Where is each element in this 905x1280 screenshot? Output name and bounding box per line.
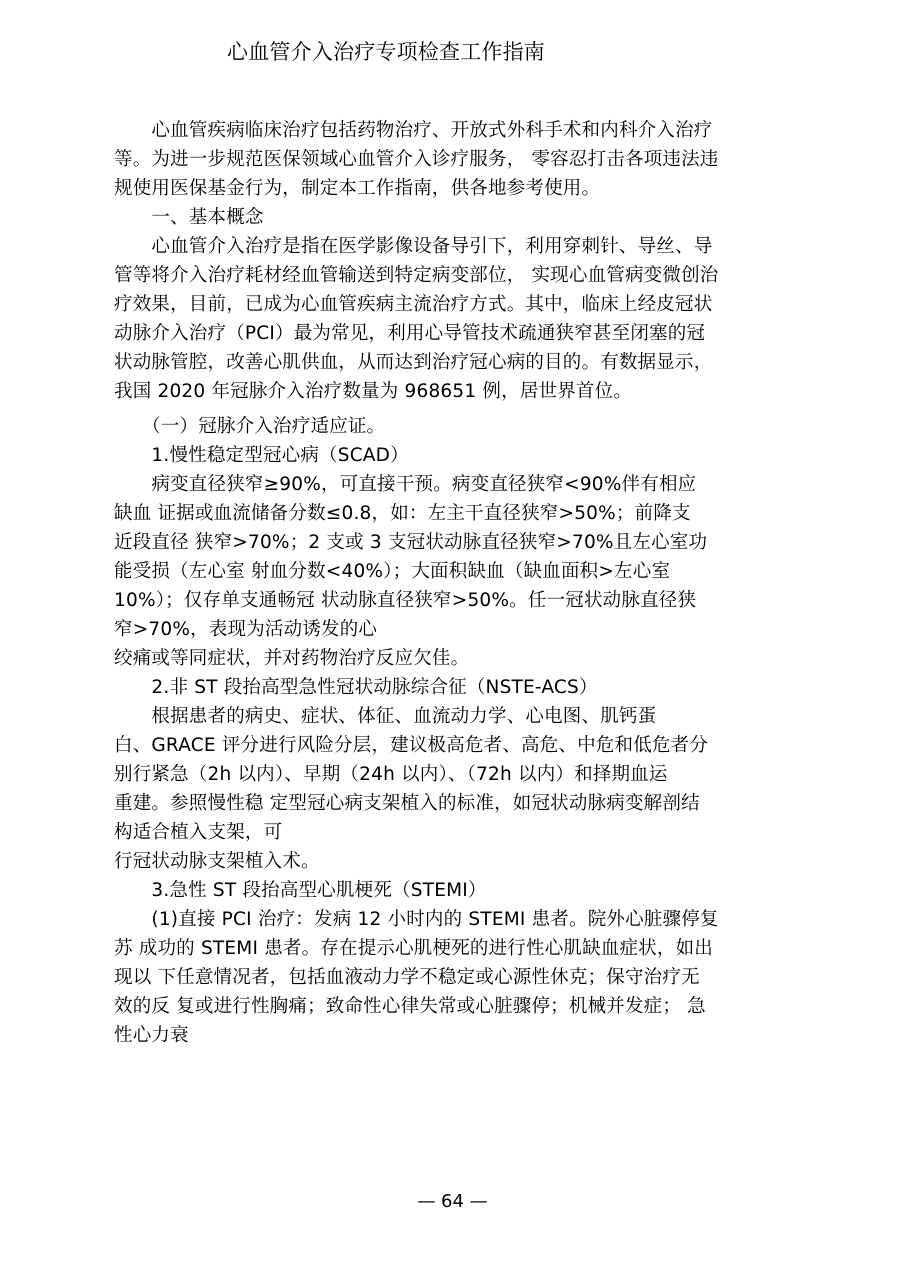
item1-line: 绞痛或等同症状，并对药物治疗反应欠佳。 — [114, 648, 470, 669]
intro-line: 规使用医保基金行为，制定本工作指南，供各地参考使用。 — [114, 178, 601, 199]
page-number: — 64 — — [417, 1191, 488, 1212]
item1-line: 窄>70%，表现为活动诱发的心 — [114, 619, 378, 640]
document-title: 心血管介入治疗专项检查工作指南 — [227, 40, 545, 64]
intro-line: 等。为进一步规范医保领域心血管介入诊疗服务， 零容忍打击各项违法违 — [114, 149, 719, 170]
item1-line: 能受损（左心室 射血分数<40%）；大面积缺血（缺血面积>左心室 — [114, 561, 671, 582]
item1-heading-scad: 1.慢性稳定型冠心病（SCAD） — [114, 445, 409, 466]
item2-heading-nste-acs: 2.非 ST 段抬高型急性冠状动脉综合征（NSTE-ACS） — [114, 677, 598, 698]
item3-heading-stemi: 3.急性 ST 段抬高型心肌梗死（STEMI） — [114, 880, 487, 901]
item2-line: 行冠状动脉支架植入术。 — [114, 851, 320, 872]
item2-line: 构适合植入支架，可 — [114, 822, 283, 843]
section1-line: 心血管介入治疗是指在医学影像设备导引下，利用穿刺针、导丝、导 — [114, 236, 713, 257]
section1-line: 状动脉管腔，改善心肌供血，从而达到治疗冠心病的目的。有数据显示， — [114, 352, 713, 373]
item2-line: 白、GRACE 评分进行风险分层，建议极高危者、高危、中危和低危者分 — [114, 735, 709, 756]
subsection-heading-indications: （一）冠脉介入治疗适应证。 — [114, 416, 386, 437]
item3-line: 苏 成功的 STEMI 患者。存在提示心肌梗死的进行性心肌缺血症状，如出 — [114, 938, 713, 959]
item3-line: (1)直接 PCI 治疗：发病 12 小时内的 STEMI 患者。院外心脏骤停复 — [114, 909, 719, 930]
item1-line: 近段直径 狭窄>70%；2 支或 3 支冠状动脉直径狭窄>70%且左心室功 — [114, 532, 708, 553]
section1-line: 管等将介入治疗耗材经血管输送到特定病变部位， 实现心血管病变微创治 — [114, 265, 719, 286]
document-body — [114, 116, 804, 1050]
item3-line: 现以 下任意情况者，包括血液动力学不稳定或心源性休克；保守治疗无 — [114, 967, 700, 988]
section-heading-basic-concepts: 一、基本概念 — [114, 207, 264, 228]
section1-line: 动脉介入治疗（PCI）最为常见，利用心导管技术疏通狭窄甚至闭塞的冠 — [114, 323, 706, 344]
section1-line: 疗效果，目前，已成为心血管疾病主流治疗方式。其中，临床上经皮冠状 — [114, 294, 713, 315]
section1-line: 我国 2020 年冠脉介入治疗数量为 968651 例，居世界首位。 — [114, 381, 633, 402]
item2-line: 别行紧急（2h 以内）、早期（24h 以内）、（72h 以内）和择期血运 — [114, 764, 668, 785]
item2-line: 根据患者的病史、症状、体征、血流动力学、心电图、肌钙蛋 — [114, 706, 657, 727]
item1-line: 缺血 证据或血流储备分数≤0.8，如：左主干直径狭窄>50%；前降支 — [114, 503, 691, 524]
item1-line: 10%）；仅存单支通畅冠 状动脉直径狭窄>50%。任一冠状动脉直径狭 — [114, 590, 697, 611]
item1-line: 病变直径狭窄≥90%，可直接干预。病变直径狭窄<90%伴有相应 — [114, 474, 697, 495]
item2-line: 重建。参照慢性稳 定型冠心病支架植入的标准，如冠状动脉病变解剖结 — [114, 793, 700, 814]
intro-line: 心血管疾病临床治疗包括药物治疗、开放式外科手术和内科介入治疗 — [114, 120, 713, 141]
item3-line: 效的反 复或进行性胸痛；致命性心律失常或心脏骤停；机械并发症； 急 — [114, 996, 706, 1017]
item3-line: 性心力衰 — [114, 1025, 189, 1046]
